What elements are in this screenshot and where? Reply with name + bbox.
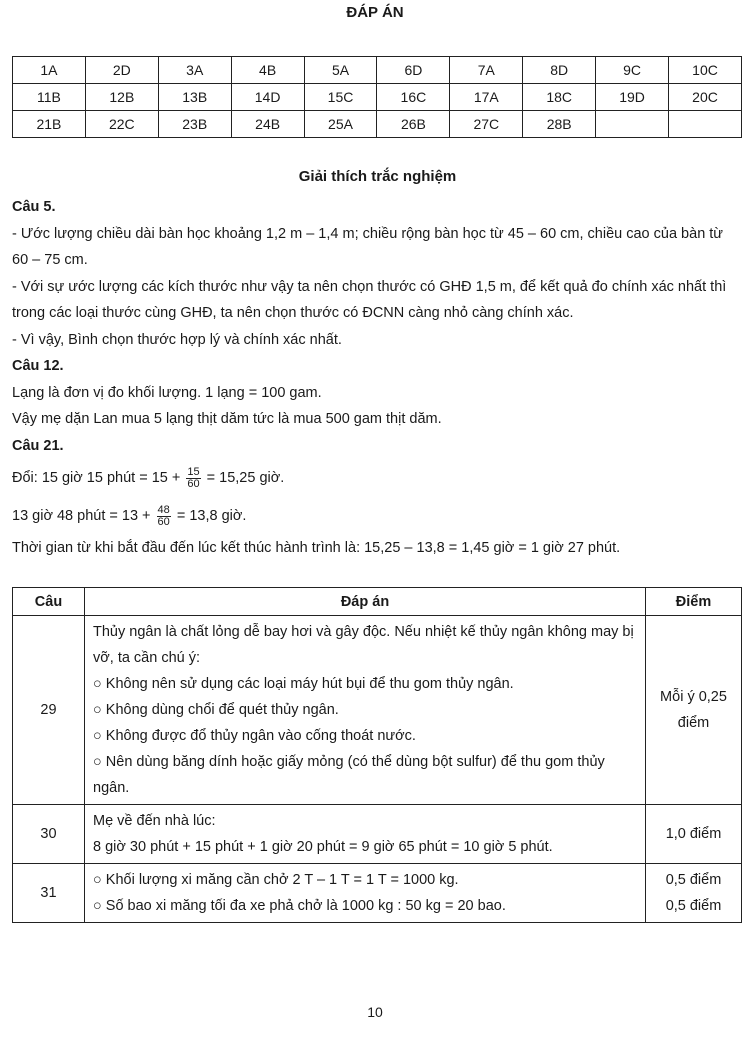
- q21-line: Thời gian từ khi bắt đầu đến lúc kết thúc hành trình là: 15,25 – 13,8 = 1,45 giờ = 1 giờ 27 phút.: [12, 540, 621, 556]
- answer-line: Thủy ngân là chất lỏng dễ bay hơi và gây độc. Nếu nhiệt kế thủy ngân không may bị vỡ, ta cần chú ý:: [93, 624, 634, 666]
- answer-cell: 24B: [231, 111, 304, 138]
- answer-cell: 28B: [523, 111, 596, 138]
- answer-line: ○ Không dùng chổi để quét thủy ngân.: [93, 702, 339, 718]
- q5-line: - Vì vậy, Bình chọn thước hợp lý và chính xác nhất.: [12, 331, 342, 348]
- answer-cell: [669, 111, 742, 138]
- explanation-body: [12, 194, 742, 562]
- answer-cell: 18C: [523, 84, 596, 111]
- score-text: Mỗi ý 0,25: [660, 689, 727, 705]
- answer-line: ○ Không được đổ thủy ngân vào cống thoát nước.: [93, 728, 416, 744]
- answer-cell: 10C: [669, 57, 742, 84]
- answer-cell: 25A: [304, 111, 377, 138]
- answer-key-body: [13, 57, 742, 138]
- grading-header-row: [13, 588, 742, 616]
- answer-line: ○ Không nên sử dụng các loại máy hút bụi để thu gom thủy ngân.: [93, 676, 514, 692]
- fraction-numerator: 15: [187, 465, 200, 478]
- answer-content-cell: [85, 616, 646, 805]
- score-cell: [646, 616, 742, 805]
- grading-row: [13, 616, 742, 805]
- fraction-denominator: 60: [157, 515, 170, 528]
- header-dap-an: Đáp án: [85, 588, 646, 616]
- q21-line1-post: = 15,25 giờ.: [206, 470, 285, 486]
- fraction: [157, 505, 171, 528]
- answer-cell: 27C: [450, 111, 523, 138]
- q12-line: Lạng là đơn vị đo khối lượng. 1 lạng = 100 gam.: [12, 384, 322, 401]
- answer-line: Mẹ về đến nhà lúc:: [93, 813, 216, 829]
- score-text: 1,0 điểm: [665, 826, 722, 842]
- score-text: điểm: [677, 715, 710, 731]
- score-cell: [646, 864, 742, 923]
- answer-cell: 7A: [450, 57, 523, 84]
- question-number-cell: 31: [13, 864, 85, 923]
- score-text: 0,5 điểm: [665, 898, 722, 914]
- answer-cell: [596, 111, 669, 138]
- answer-content-cell: [85, 864, 646, 923]
- q21-title: Câu 21.: [12, 437, 64, 454]
- q21-conversion-line: [12, 497, 742, 535]
- score-cell: [646, 805, 742, 864]
- q21-line1-pre: Đổi: 15 giờ 15 phút = 15 +: [12, 470, 181, 486]
- page-number: 10: [367, 1004, 383, 1020]
- answer-cell: 3A: [158, 57, 231, 84]
- answer-row: [13, 111, 742, 138]
- answer-cell: 4B: [231, 57, 304, 84]
- answer-cell: 26B: [377, 111, 450, 138]
- question-number-cell: 30: [13, 805, 85, 864]
- answer-cell: 17A: [450, 84, 523, 111]
- question-number-cell: 29: [13, 616, 85, 805]
- answer-cell: 14D: [231, 84, 304, 111]
- answer-line: ○ Khối lượng xi măng cần chở 2 T – 1 T = 1 T = 1000 kg.: [93, 872, 459, 888]
- answer-cell: 20C: [669, 84, 742, 111]
- answer-line: ○ Nên dùng băng dính hoặc giấy mỏng (có thể dùng bột sulfur) để thu gom thủy ngân.: [93, 754, 605, 796]
- q12-line: Vậy mẹ dặn Lan mua 5 lạng thịt dăm tức là mua 500 gam thịt dăm.: [12, 411, 442, 427]
- answer-cell: 16C: [377, 84, 450, 111]
- page-title: ĐÁP ÁN: [346, 4, 404, 21]
- grading-table: [12, 587, 742, 923]
- answer-cell: 23B: [158, 111, 231, 138]
- explanation-heading: Giải thích trắc nghiệm: [298, 168, 457, 185]
- answer-row: [13, 57, 742, 84]
- grading-body: [13, 616, 742, 923]
- answer-cell: 11B: [13, 84, 86, 111]
- fraction-numerator: 48: [157, 503, 170, 516]
- fraction-denominator: 60: [187, 477, 200, 490]
- answer-cell: 22C: [85, 111, 158, 138]
- answer-cell: 12B: [85, 84, 158, 111]
- q12-title: Câu 12.: [12, 358, 64, 374]
- answer-cell: 15C: [304, 84, 377, 111]
- fraction: [186, 467, 200, 490]
- answer-cell: 2D: [85, 57, 158, 84]
- answer-cell: 21B: [13, 111, 86, 138]
- grading-row: [13, 864, 742, 923]
- answer-cell: 9C: [596, 57, 669, 84]
- q5-line: - Với sự ước lượng các kích thước như vậy ta nên chọn thước có GHĐ 1,5 m, để kết quả đo chính xác nhất thì trong các loại thước cùng GHĐ, ta nên chọn thước có ĐCNN càng nhỏ càng chính xác.: [12, 278, 727, 321]
- q21-line2-post: = 13,8 giờ.: [176, 508, 247, 524]
- answer-cell: 8D: [523, 57, 596, 84]
- answer-cell: 19D: [596, 84, 669, 111]
- header-cau: Câu: [13, 588, 85, 616]
- score-text: 0,5 điểm: [665, 872, 722, 888]
- answer-key-table: [12, 56, 742, 138]
- q21-line2-pre: 13 giờ 48 phút = 13 +: [12, 508, 151, 524]
- answer-content-cell: [85, 805, 646, 864]
- q5-title: Câu 5.: [12, 199, 56, 215]
- answer-cell: 5A: [304, 57, 377, 84]
- q21-conversion-line: [12, 459, 742, 497]
- q5-line: - Ước lượng chiều dài bàn học khoảng 1,2 m – 1,4 m; chiều rộng bàn học từ 45 – 60 cm, chiều cao của bàn từ 60 – 75 cm.: [12, 225, 724, 268]
- answer-cell: 6D: [377, 57, 450, 84]
- answer-cell: 1A: [13, 57, 86, 84]
- answer-line: ○ Số bao xi măng tối đa xe phả chở là 1000 kg : 50 kg = 20 bao.: [93, 898, 506, 914]
- grading-row: [13, 805, 742, 864]
- header-diem: Điểm: [646, 588, 742, 616]
- answer-cell: 13B: [158, 84, 231, 111]
- answer-line: 8 giờ 30 phút + 15 phút + 1 giờ 20 phút = 9 giờ 65 phút = 10 giờ 5 phút.: [93, 839, 553, 855]
- answer-row: [13, 84, 742, 111]
